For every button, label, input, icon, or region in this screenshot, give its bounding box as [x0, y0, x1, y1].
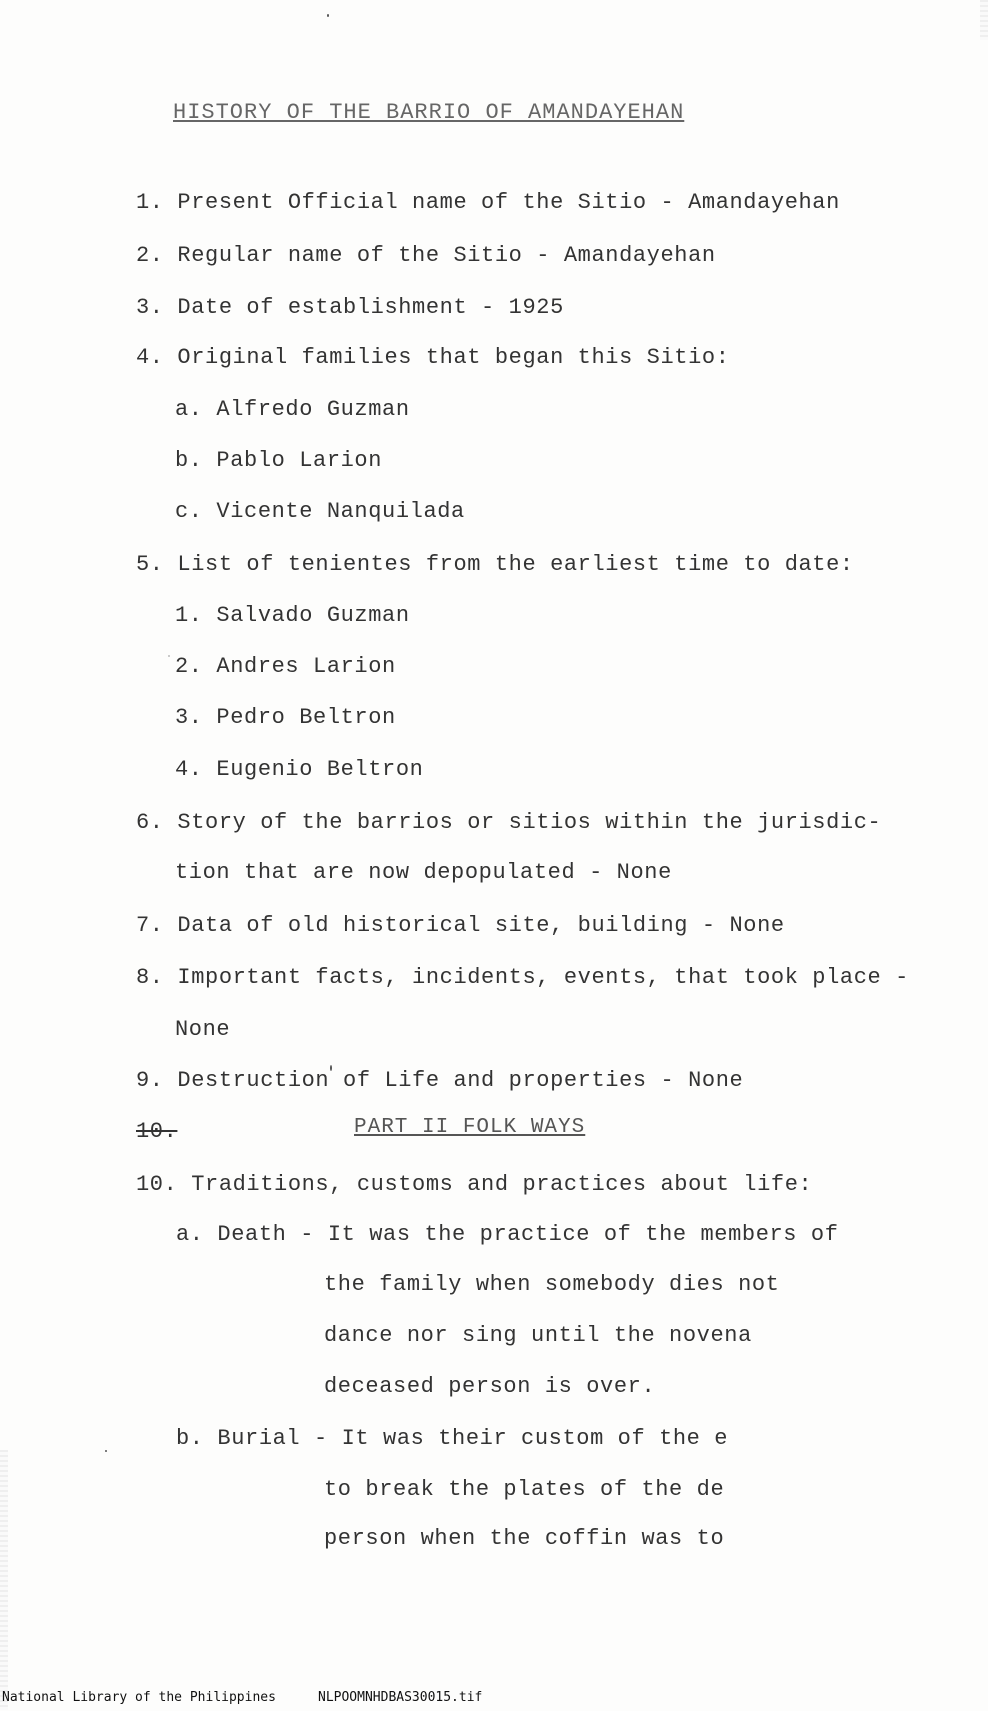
practice-b-burial: b. Burial - It was their custom of the e	[176, 1426, 729, 1451]
part-heading: PART II FOLK WAYS	[354, 1116, 586, 1139]
crossed-out-number: 10.	[136, 1119, 178, 1144]
scan-speck	[327, 14, 329, 17]
footer-library-name: National Library of the Philippines	[2, 1690, 276, 1705]
scan-edge-noise	[980, 0, 988, 40]
family-c: c. Vicente Nanquilada	[175, 499, 465, 524]
family-a: a. Alfredo Guzman	[175, 397, 410, 422]
line-9-destruction: 9. Destruction of Life and properties - None	[136, 1068, 744, 1093]
line-3-date-established: 3. Date of establishment - 1925	[136, 295, 564, 320]
teniente-1: 1. Salvado Guzman	[175, 603, 410, 628]
practice-a-death: a. Death - It was the practice of the members of	[176, 1222, 839, 1247]
practice-b-continuation-2: person when the coffin was to	[324, 1526, 725, 1551]
line-5-tenientes: 5. List of tenientes from the earliest time to date:	[136, 552, 854, 577]
line-8-important-facts: 8. Important facts, incidents, events, that took place -	[136, 965, 909, 990]
line-4-original-families: 4. Original families that began this Sitio:	[136, 345, 730, 370]
line-6-depopulated-sitios: 6. Story of the barrios or sitios within the jurisdic-	[136, 810, 882, 835]
line-1-official-name: 1. Present Official name of the Sitio - Amandayehan	[136, 190, 840, 215]
family-b: b. Pablo Larion	[175, 448, 383, 473]
teniente-3: 3. Pedro Beltron	[175, 705, 396, 730]
footer-file-id: NLPOOMNHDBAS30015.tif	[318, 1690, 483, 1705]
practice-b-continuation-1: to break the plates of the de	[324, 1477, 725, 1502]
scan-speck	[105, 1450, 107, 1452]
line-7-historical-site: 7. Data of old historical site, building - None	[136, 913, 785, 938]
practice-a-continuation-1: the family when somebody dies not	[324, 1272, 780, 1297]
line-10-traditions: 10. Traditions, customs and practices about life:	[136, 1172, 813, 1197]
teniente-4: 4. Eugenio Beltron	[175, 757, 424, 782]
line-6-continuation: tion that are now depopulated - None	[175, 860, 672, 885]
document-title: HISTORY OF THE BARRIO OF AMANDAYEHAN	[173, 100, 685, 125]
practice-a-continuation-2: dance nor sing until the novena	[324, 1323, 752, 1348]
teniente-2: 2. Andres Larion	[175, 654, 396, 679]
line-8-continuation: None	[175, 1017, 231, 1042]
practice-a-continuation-3: deceased person is over.	[324, 1374, 656, 1399]
line-2-regular-name: 2. Regular name of the Sitio - Amandayehan	[136, 243, 716, 268]
scan-speck	[168, 655, 170, 657]
scan-edge-noise	[0, 1450, 8, 1710]
